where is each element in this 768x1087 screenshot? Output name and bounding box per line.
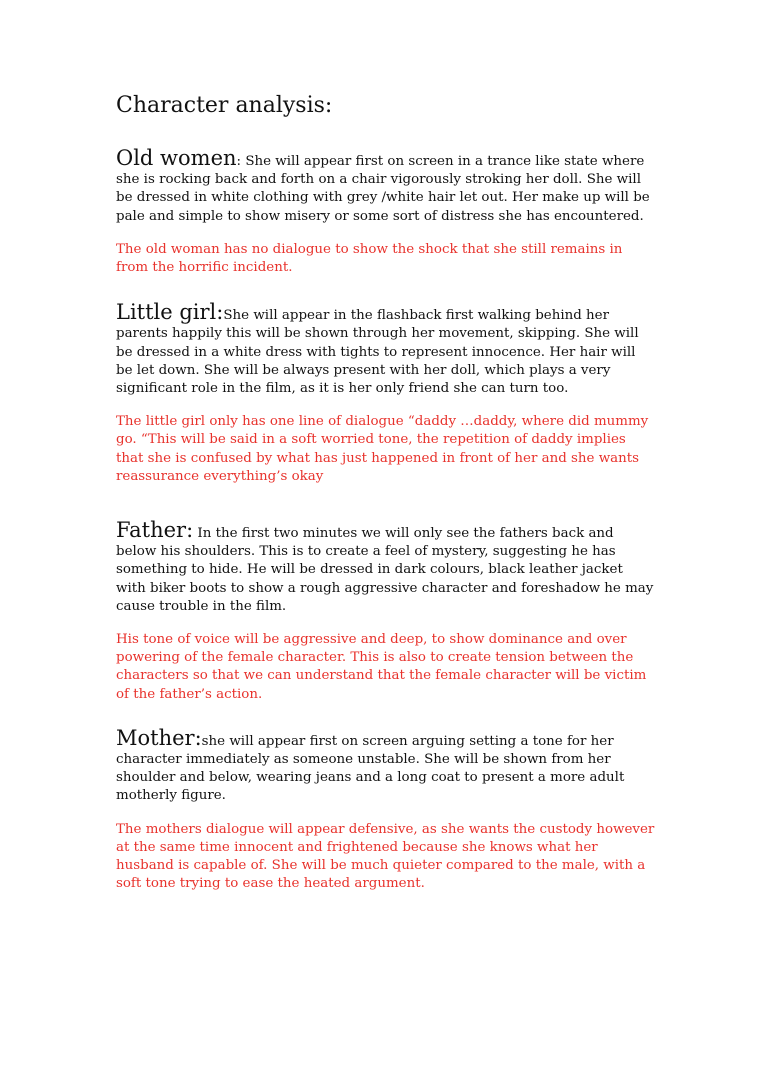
section-old-women	[116, 148, 656, 277]
character-heading: Father:	[116, 518, 194, 543]
character-heading: Old women	[116, 146, 237, 170]
description-text: In the first two minutes we will only see the fathers back and below his shoulders. This is to create a feel of mystery, suggesting he has something to hide. He will be dressed in dark colours, black leather jacket with biker boots to show a rough aggressive character and foreshadow he may cause trouble in the film.	[116, 526, 654, 614]
character-description	[116, 520, 656, 616]
character-description	[116, 725, 656, 806]
section-little-girl	[116, 302, 656, 486]
character-dialogue: The old woman has no dialogue to show the shock that she still remains in from the horrific incident.	[116, 241, 623, 276]
character-heading: Mother:	[116, 725, 202, 750]
section-mother	[116, 725, 656, 894]
character-heading: Little girl:	[116, 300, 224, 325]
document-page	[116, 92, 656, 894]
character-description	[116, 302, 656, 398]
page-title: Character analysis:	[116, 93, 333, 118]
description-text: she will appear first on screen arguing setting a tone for her character immediately as someone unstable. She will be shown from her shoulder and below, wearing jeans and a long coat to present a more adult motherly figure.	[116, 733, 625, 804]
character-dialogue: His tone of voice will be aggressive and deep, to show dominance and over powering of the female character. This is also to create tension between the characters so that we can understand that the female character will be victim of the father’s action.	[116, 632, 647, 702]
description-text: : She will appear first on screen in a trance like state where she is rocking back and forth on a chair vigorously stroking her doll. She will be dressed in white clothing with grey /white hair let out. Her make up will be pale and simple to show misery or some sort of distress she has encountered.	[116, 154, 650, 224]
character-description	[116, 148, 656, 226]
character-dialogue: The mothers dialogue will appear defensive, as she wants the custody however at the same time innocent and frightened because she knows what her husband is capable of. She will be much quieter compared to the male, with a soft tone trying to ease the heated argument.	[116, 821, 655, 892]
character-dialogue: The little girl only has one line of dialogue “daddy …daddy, where did mummy go. “This will be said in a soft worried tone, the repetition of daddy implies that she is confused by what has just happened in front of her and she wants reassurance everything’s okay	[116, 414, 649, 484]
description-text: She will appear in the flashback first walking behind her parents happily this will be shown through her movement, skipping. She will be dressed in a white dress with tights to represent innocence. Her hair will be let down. She will be always present with her doll, which plays a very significant role in the film, as it is her only friend she can turn too.	[116, 308, 639, 397]
section-father	[116, 520, 656, 704]
